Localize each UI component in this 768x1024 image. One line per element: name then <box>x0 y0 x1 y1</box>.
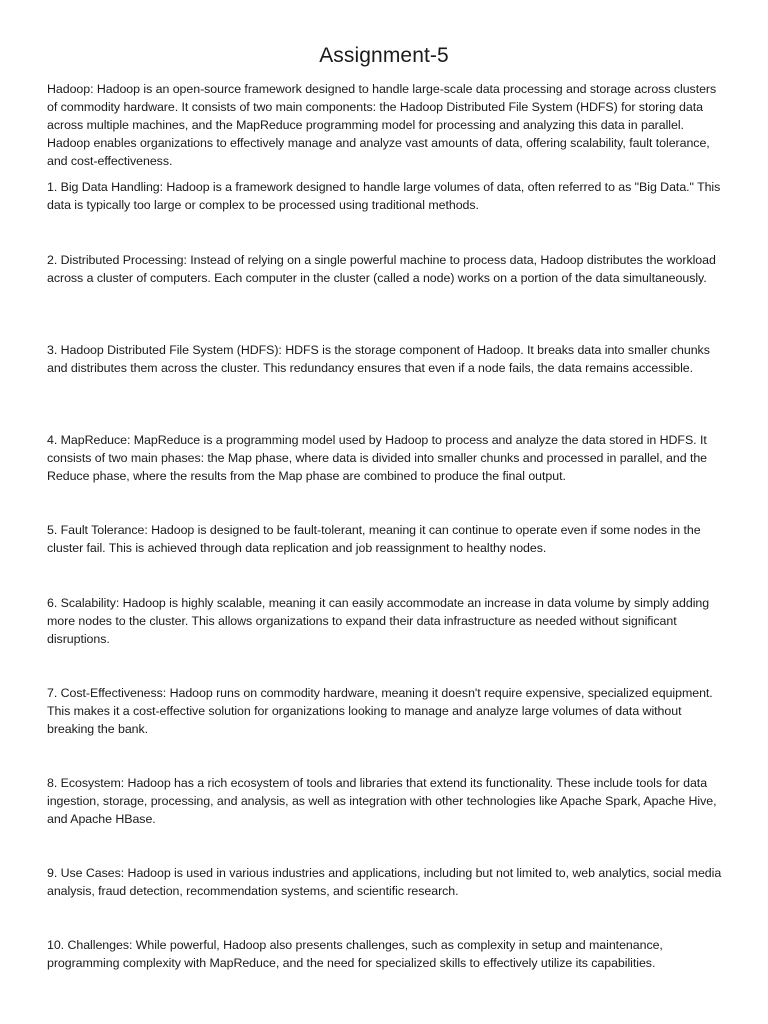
point-fault-tolerance: 5. Fault Tolerance: Hadoop is designed to be fault-tolerant, meaning it can continue to operate even if some nodes in the cluster fail. This is achieved through data replication and job reassignment to healthy nodes. <box>47 523 701 555</box>
point-ecosystem: 8. Ecosystem: Hadoop has a rich ecosystem of tools and libraries that extend its functionality. These include tools for data ingestion, storage, processing, and analysis, as well as integration with other technologies like Apache Spark, Apache Hive, and Apache HBase. <box>47 776 717 826</box>
point-use-cases: 9. Use Cases: Hadoop is used in various industries and applications, including but not limited to, web analytics, social media analysis, fraud detection, recommendation systems, and scientific research. <box>47 866 722 898</box>
point-distributed-processing: 2. Distributed Processing: Instead of relying on a single powerful machine to process data, Hadoop distributes the workload across a cluster of computers. Each computer in the cluster (called a node) works on a portion of the data simultaneously. <box>47 253 716 285</box>
intro-paragraph: Hadoop: Hadoop is an open-source framework designed to handle large-scale data processing and storage across clusters of commodity hardware. It consists of two main components: the Hadoop Distributed File System (HDFS) for storing data across multiple machines, and the MapReduce programming model for processing and analyzing this data in parallel. Hadoop enables organizations to effectively manage and analyze vast amounts of data, offering scalability, fault tolerance, and cost-effectiveness. <box>47 82 717 168</box>
point-cost-effectiveness: 7. Cost-Effectiveness: Hadoop runs on commodity hardware, meaning it doesn't require expensive, specialized equipment. This makes it a cost-effective solution for organizations looking to manage and analyze large volumes of data without breaking the bank. <box>47 686 713 736</box>
page-title: Assignment-5 <box>319 44 449 67</box>
point-big-data-handling: 1. Big Data Handling: Hadoop is a framework designed to handle large volumes of data, often referred to as "Big Data." This data is typically too large or complex to be processed using traditional methods. <box>47 180 721 212</box>
point-challenges: 10. Challenges: While powerful, Hadoop also presents challenges, such as complexity in setup and maintenance, programming complexity with MapReduce, and the need for specialized skills to effectively utilize its capabilities. <box>47 938 663 970</box>
point-hdfs: 3. Hadoop Distributed File System (HDFS): HDFS is the storage component of Hadoop. It breaks data into smaller chunks and distributes them across the cluster. This redundancy ensures that even if a node fails, the data remains accessible. <box>47 343 710 375</box>
point-scalability: 6. Scalability: Hadoop is highly scalable, meaning it can easily accommodate an increase in data volume by simply adding more nodes to the cluster. This allows organizations to expand their data infrastructure as needed without significant disruptions. <box>47 596 710 646</box>
point-mapreduce: 4. MapReduce: MapReduce is a programming model used by Hadoop to process and analyze the data stored in HDFS. It consists of two main phases: the Map phase, where data is divided into smaller chunks and processed in parallel, and the Reduce phase, where the results from the Map phase are combined to produce the final output. <box>47 433 708 483</box>
